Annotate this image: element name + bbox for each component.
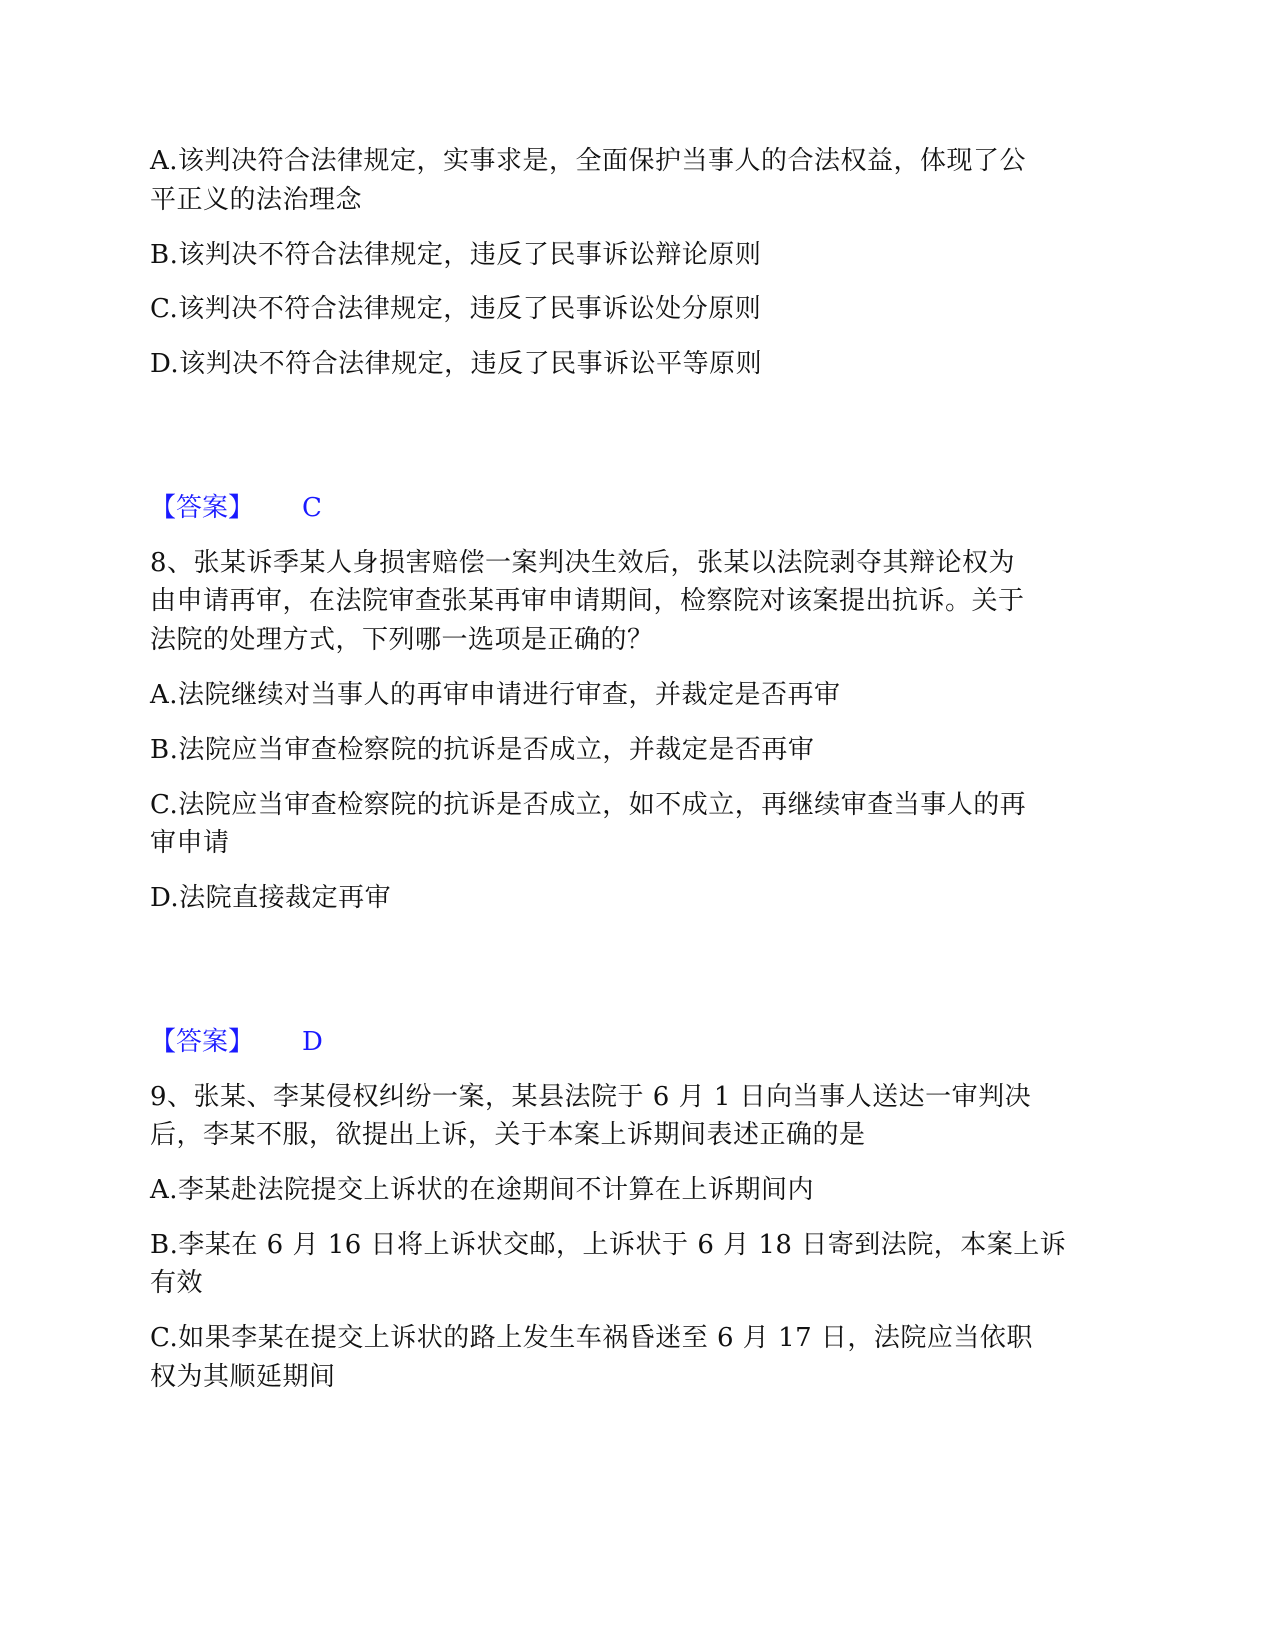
q7-answer xyxy=(150,489,322,528)
q8-answer xyxy=(150,1023,323,1062)
q8-option-c-line2: 审申请 xyxy=(150,828,230,858)
q7-answer-value: C xyxy=(302,493,322,523)
q8-answer-label: 【答案】 xyxy=(150,1027,255,1057)
q7-option-c: C.该判决不符合法律规定，违反了民事诉讼处分原则 xyxy=(150,294,762,324)
q8-stem-line3: 法院的处理方式，下列哪一选项是正确的？ xyxy=(150,625,654,655)
q8-answer-value: D xyxy=(302,1027,323,1057)
q7-option-b: B.该判决不符合法律规定，违反了民事诉讼辩论原则 xyxy=(150,240,762,270)
q7-answer-label: 【答案】 xyxy=(150,493,255,523)
q8-stem-line2: 由申请再审，在法院审查张某再审申请期间，检察院对该案提出抗诉。关于 xyxy=(150,586,1025,616)
q8-stem-line1: 8、张某诉季某人身损害赔偿一案判决生效后，张某以法院剥夺其辩论权为 xyxy=(150,548,1016,578)
q7-option-a-line1: A.该判决符合法律规定，实事求是，全面保护当事人的合法权益，体现了公 xyxy=(150,146,1027,176)
q8-option-d: D.法院直接裁定再审 xyxy=(150,883,392,913)
q8-option-b: B.法院应当审查检察院的抗诉是否成立，并裁定是否再审 xyxy=(150,735,815,765)
q8-option-a: A.法院继续对当事人的再审申请进行审查，并裁定是否再审 xyxy=(150,680,841,710)
q9-option-c-line1: C.如果李某在提交上诉状的路上发生车祸昏迷至 6 月 17 日，法院应当依职 xyxy=(150,1323,1033,1353)
q9-stem-line1: 9、张某、李某侵权纠纷一案，某县法院于 6 月 1 日向当事人送达一审判决 xyxy=(150,1082,1032,1112)
q9-stem-line2: 后，李某不服，欲提出上诉，关于本案上诉期间表述正确的是 xyxy=(150,1120,866,1150)
q9-option-c-line2: 权为其顺延期间 xyxy=(150,1362,336,1392)
q8-option-c-line1: C.法院应当审查检察院的抗诉是否成立，如不成立，再继续审查当事人的再 xyxy=(150,790,1027,820)
q7-option-d: D.该判决不符合法律规定，违反了民事诉讼平等原则 xyxy=(150,349,763,379)
q7-option-a-line2: 平正义的法治理念 xyxy=(150,185,363,215)
q9-option-b-line2: 有效 xyxy=(150,1268,204,1298)
q9-option-a: A.李某赴法院提交上诉状的在途期间不计算在上诉期间内 xyxy=(150,1175,815,1205)
q9-option-b-line1: B.李某在 6 月 16 日将上诉状交邮，上诉状于 6 月 18 日寄到法院，本案上诉 xyxy=(150,1230,1067,1260)
